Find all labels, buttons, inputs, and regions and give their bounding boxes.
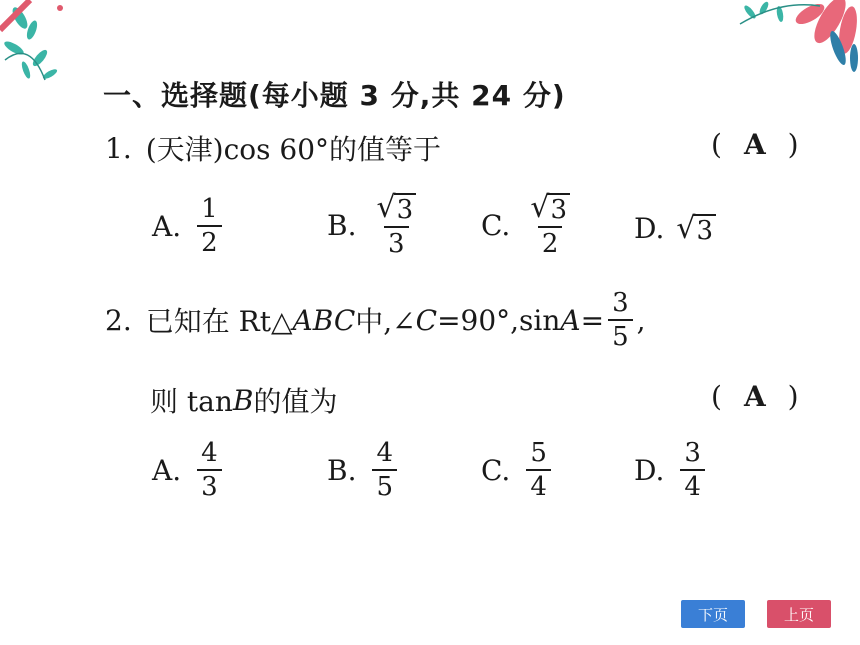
angle-name: A xyxy=(560,303,581,337)
question-number: 1. xyxy=(105,131,132,165)
sqrt: √ 3 xyxy=(676,214,716,244)
numerator xyxy=(372,190,420,226)
option-letter: C. xyxy=(481,453,511,487)
section-title: 一、选择题(每小题 3 分,共 24 分) xyxy=(103,79,566,112)
question-2-line2 xyxy=(150,380,337,420)
denominator: 3 xyxy=(384,226,409,257)
fraction xyxy=(197,440,222,500)
question-number: 2. xyxy=(105,303,132,337)
fraction xyxy=(526,190,574,259)
fraction xyxy=(526,440,551,500)
option-letter: C. xyxy=(481,208,511,242)
angle-name: B xyxy=(232,383,254,417)
equals-sign: = xyxy=(580,303,605,337)
q2-option-a xyxy=(152,440,226,500)
answer-paren-open: ( xyxy=(711,128,722,161)
option-letter: A. xyxy=(152,209,182,243)
radicand: 3 xyxy=(693,214,716,244)
q2-option-b xyxy=(327,440,401,500)
option-letter: B. xyxy=(327,208,357,242)
q1-option-b xyxy=(327,190,424,259)
denominator: 2 xyxy=(538,226,563,257)
radicand: 3 xyxy=(394,193,417,223)
answer-paren-close: ) xyxy=(787,128,799,161)
sqrt: √ 3 xyxy=(376,193,416,223)
question-2-stem xyxy=(105,290,646,350)
q2-option-c xyxy=(481,440,555,500)
q2-option-d xyxy=(634,440,709,500)
numerator: 4 xyxy=(201,438,218,468)
fraction xyxy=(197,196,222,256)
question-text: 中,∠ xyxy=(355,305,416,338)
question-text: 的值为 xyxy=(253,385,338,418)
fraction xyxy=(680,440,705,500)
numerator xyxy=(526,190,574,226)
numerator: 4 xyxy=(376,438,394,468)
option-letter: D. xyxy=(634,212,665,245)
option-letter: D. xyxy=(634,453,665,487)
answer-letter: A xyxy=(743,128,766,161)
radicand: 3 xyxy=(547,193,570,223)
leaf-decoration-top-right xyxy=(720,0,860,75)
numerator: 3 xyxy=(612,288,629,318)
previous-page-button[interactable]: 上页 xyxy=(767,600,831,628)
fraction xyxy=(372,440,397,500)
denominator: 4 xyxy=(526,469,551,500)
q1-option-c xyxy=(481,190,578,259)
question-text: =90°,sin xyxy=(437,303,561,337)
question-2-answer xyxy=(711,380,799,413)
question-1-stem xyxy=(105,128,441,168)
answer-paren-close: ) xyxy=(787,380,799,413)
question-text: 则 tan xyxy=(150,385,233,418)
fraction xyxy=(372,190,420,259)
numerator: 3 xyxy=(684,438,701,468)
denominator: 5 xyxy=(372,469,397,500)
question-1-answer xyxy=(711,128,799,161)
denominator: 3 xyxy=(197,469,222,500)
option-letter: B. xyxy=(327,453,357,487)
denominator: 4 xyxy=(680,469,705,500)
numerator: 5 xyxy=(530,438,547,468)
fraction xyxy=(608,290,633,350)
question-text: (天津)cos 60°的值等于 xyxy=(145,133,442,166)
question-text: , xyxy=(636,303,646,337)
next-page-button[interactable]: 下页 xyxy=(681,600,745,628)
answer-paren-open: ( xyxy=(711,380,722,413)
numerator: 1 xyxy=(201,194,218,224)
question-text: 已知在 Rt△ xyxy=(145,305,293,338)
angle-name: C xyxy=(415,303,438,337)
denominator: 2 xyxy=(197,225,222,256)
q1-option-d xyxy=(634,212,716,245)
denominator: 5 xyxy=(608,319,633,350)
answer-letter: A xyxy=(743,380,766,413)
option-letter: A. xyxy=(152,453,182,487)
q1-option-a xyxy=(152,196,226,256)
triangle-name: ABC xyxy=(292,303,356,337)
sqrt: √ 3 xyxy=(530,193,570,223)
leaf-decoration-top-left xyxy=(0,0,80,90)
